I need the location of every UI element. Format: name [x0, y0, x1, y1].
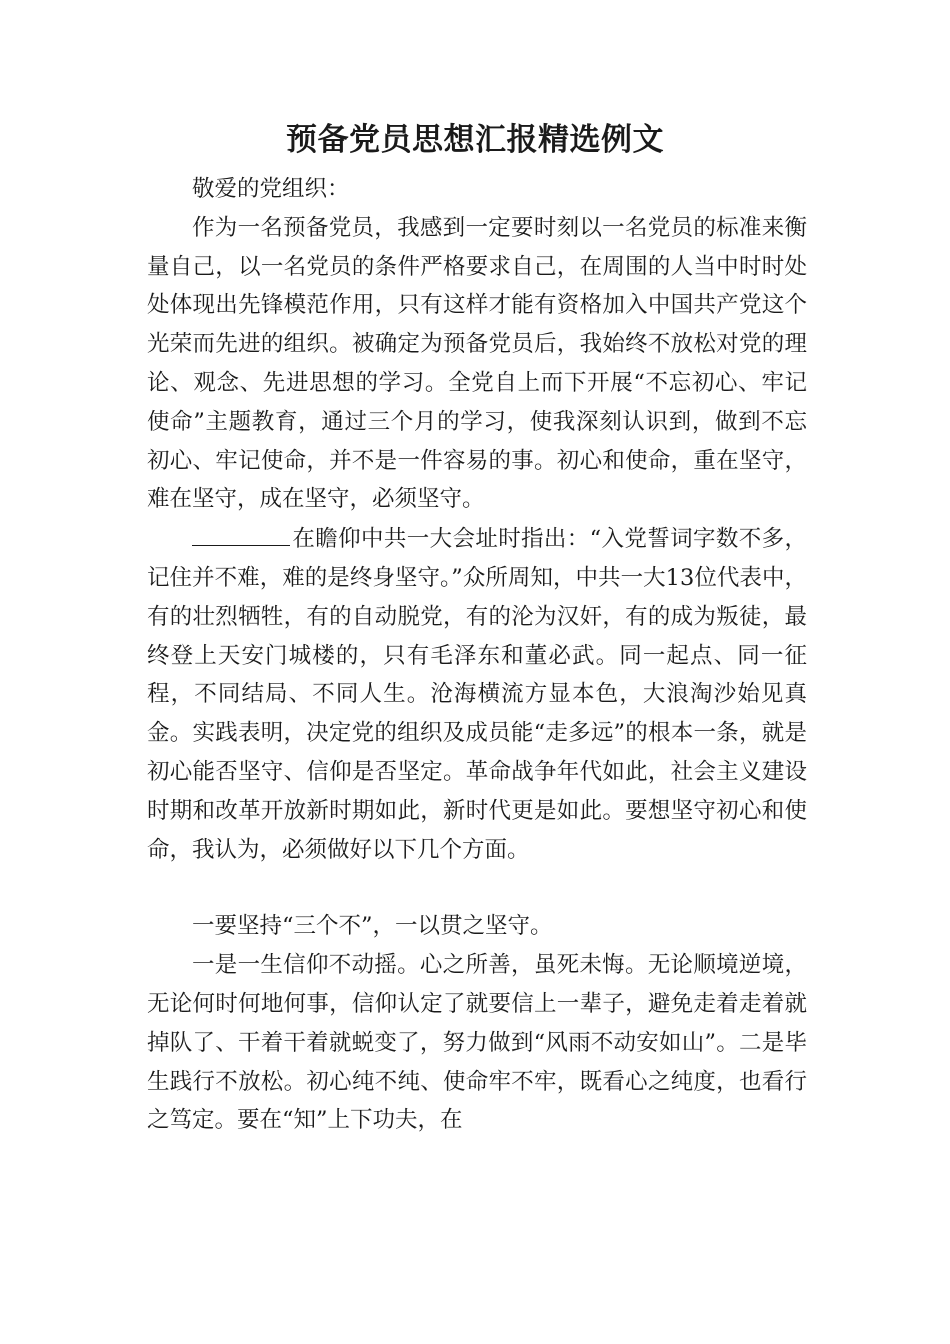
paragraph — [147, 519, 807, 869]
section-heading: 一要坚持“三个不”，一以贯之坚守。 — [192, 913, 553, 940]
document-title: 预备党员思想汇报精选例文 — [286, 122, 664, 158]
paragraph-text: 在瞻仰中共一大会址时指出：“入党誓词字数不多，记住并不难，难的是终身坚守。”众所周知，中共一大13位代表中，有的壮烈牺牲，有的自动脱党，有的沦为汉奸，有的成为叛徒，最终登上天安门城楼的，只有毛泽东和董必武。同一起点、同一征程，不同结局、不同人生。沧海横流方显本色，大浪淘沙始见真金。实践表明，决定党的组织及成员能“走多远”的根本一条，就是初心能否坚守、信仰是否坚定。革命战争年代如此，社会主义建设时期和改革开放新时期如此，新时代更是如此。要想坚守初心和使命，我认为，必须做好以下几个方面。 — [147, 526, 807, 863]
salutation: 敬爱的党组织： — [192, 176, 350, 202]
paragraph: 一是一生信仰不动摇。心之所善，虽死未悔。无论顺境逆境，无论何时何地何事，信仰认定了就要信上一辈子，避免走着走着就掉队了、干着干着就蜕变了，努力做到“风雨不动安如山”。二是毕生践行不放松。初心纯不纯、使命牢不牢，既看心之纯度，也看行之笃定。要在“知”上下功夫，在 — [147, 952, 807, 1134]
paragraph: 作为一名预备党员，我感到一定要时刻以一名党员的标准来衡量自己，以一名党员的条件严格要求自己，在周围的人当中时时处处体现出先锋模范作用，只有这样才能有资格加入中国共产党这个光荣而先进的组织。被确定为预备党员后，我始终不放松对党的理论、观念、先进思想的学习。全党自上而下开展“不忘初心、牢记使命”主题教育，通过三个月的学习，使我深刻认识到，做到不忘初心、牢记使命，并不是一件容易的事。初心和使命，重在坚守，难在坚守，成在坚守，必须坚守。 — [147, 214, 807, 513]
document-body — [147, 170, 807, 1140]
redacted-blank — [192, 519, 290, 546]
